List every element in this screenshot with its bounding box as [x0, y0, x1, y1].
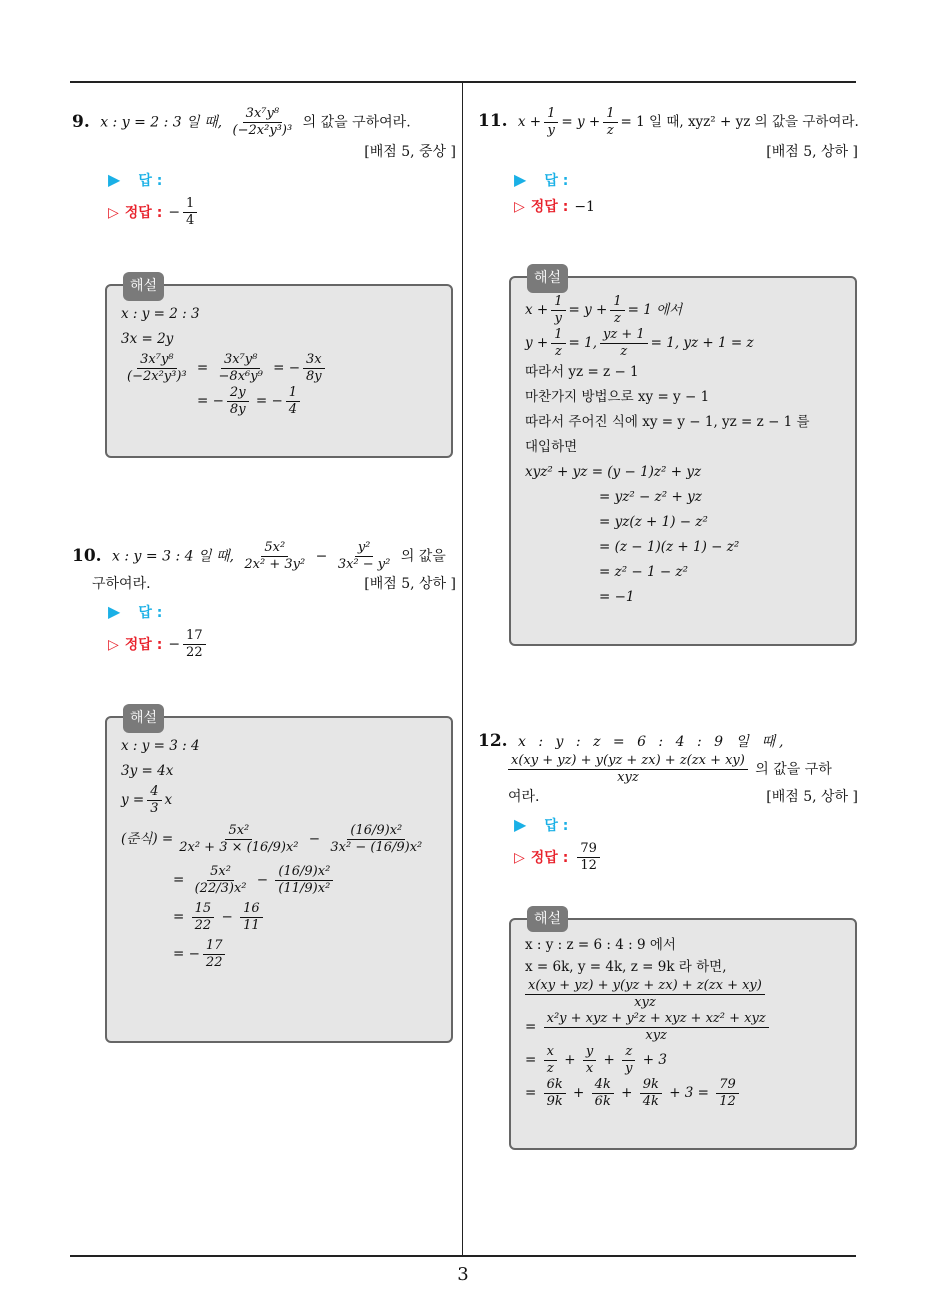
explanation-box-9 [105, 278, 453, 458]
question-11: 11. x + $\frac{1}{y}$ = y + $\frac{1}{z}$ = 1 일 때, xyz² + yz 의 값을 구하여라. [배점 5, 상하 ] ▶ 답 : ▷ 정답 : −1 [478, 106, 858, 218]
play-triangle-icon: ▶ [514, 170, 527, 189]
expl-line: xyz² + yz = (y − 1)z² + yz [525, 464, 702, 480]
expl-line: = $\frac{x}{z}$ + $\frac{y}{x}$ + $\frac{z}{y}$ + 3 [525, 1044, 667, 1076]
expl-line: 마찬가지 방법으로 xy = y − 1 [525, 389, 710, 405]
score-label: [배점 5, 상하 ] [364, 576, 456, 592]
expl-line: x = 6k, y = 4k, z = 9k 라 하면, [525, 959, 727, 975]
question-number: 9. [72, 111, 90, 132]
play-triangle-icon: ▶ [514, 815, 527, 834]
expl-line: = (z − 1)(z + 1) − z² [599, 539, 740, 555]
expl-line: x : y : z = 6 : 4 : 9 에서 [525, 937, 676, 953]
correct-answer: ▷ 정답 : − $\frac{17}{22}$ [108, 628, 456, 661]
top-rule [70, 81, 856, 83]
expl-line: = $\frac{\text{5x²}}{\text{(22/3)x²}}$ − $\frac{\text{(16/9)x²}}{\text{(11/9)x²}}$ [121, 864, 437, 897]
answer-row: ▶ 답 : [514, 815, 569, 834]
hollow-triangle-icon: ▷ [514, 199, 525, 215]
question-text: 의 값을 구하여라. [302, 114, 411, 131]
expl-line: y + $\frac{1}{z}$ = 1, $\frac{yz + 1}{z}$ = 1, yz + 1 = z [525, 327, 754, 359]
expl-line: 따라서 yz = z − 1 [525, 364, 639, 380]
expl-line: x : y = 3 : 4 [121, 738, 200, 754]
score-label: [배점 5, 상하 ] [766, 144, 858, 160]
question-10: 10. x : y = 3 : 4 일 때, $\frac{\text{5x²}}{\text{2x² + 3y²}}$ − $\frac{\text{y²}}{\text{3x² − y²}}$ 의 값을 구하여라. [배점 5, 상하 ] ▶ 답 : ▷ 정답 : − $\frac{17}{22}$ [72, 540, 456, 660]
question-12: 12. x : y : z = 6 : 4 : 9 일 때, $\frac{x(xy + yz) + y(yz + zx) + z(zx + xy)}{\text{xyz}}$ 의 값을 구하 여라. [배점 5, 상하 ] ▶ 답 : ▷ 정답 : $\frac{79}{12}$ [478, 731, 858, 873]
explanation-box-11 [509, 270, 857, 646]
expl-line: = $\frac{\text{x²y + xyz + y²z + xyz + xz² + xyz}}{\text{xyz}}$ [525, 1011, 841, 1044]
explanation-tag: 해설 [527, 906, 568, 932]
expl-line: = yz(z + 1) − z² [599, 514, 708, 530]
expl-line: = − $\frac{17}{22}$ [121, 938, 437, 971]
expl-line: 따라서 주어진 식에 xy = y − 1, yz = z − 1 를 [525, 414, 810, 430]
explanation-box-12 [509, 911, 857, 1150]
expl-line: = −1 [599, 589, 635, 605]
expl-line: (준식) = $\frac{\text{5x²}}{\text{2x² + 3 × (16/9)x²}}$ − $\frac{\text{(16/9)x²}}{\text{3x² − (16/9)x²}}$ [121, 823, 423, 855]
expl-line: 대입하면 [525, 439, 578, 455]
expl-line: = yz² − z² + yz [599, 489, 702, 505]
expl-line: = z² − 1 − z² [599, 564, 689, 580]
expl-line: y = $\frac{4}{3}$ x [121, 784, 173, 816]
page-number: 3 [457, 1264, 469, 1285]
answer-row: ▶ 답 : [108, 602, 163, 621]
question-text: x : y = 3 : 4 일 때, [112, 548, 234, 565]
hollow-triangle-icon: ▷ [108, 204, 119, 221]
question-number: 12. [478, 731, 508, 751]
question-fraction: $\frac{\text{5x²}}{\text{2x² + 3y²}}$ [244, 540, 306, 572]
score-label: [배점 5, 중상 ] [364, 144, 456, 160]
question-fraction: $\frac{\text{3x⁷y⁸}}{\text{(−2x²y³)³}}$ [232, 106, 293, 138]
play-triangle-icon: ▶ [108, 602, 121, 621]
correct-answer: ▷ 정답 : −1 [514, 196, 858, 218]
column-divider [462, 82, 463, 1257]
question-text: 의 값을 [400, 548, 446, 565]
hollow-triangle-icon: ▷ [514, 849, 525, 866]
explanation-box-10 [105, 710, 453, 1043]
explanation-tag: 해설 [527, 264, 568, 293]
expl-line: x + $\frac{1}{y}$ = y + $\frac{1}{z}$ = 1 에서 [525, 294, 683, 326]
question-text: 구하여라. [92, 576, 151, 592]
explanation-tag: 해설 [123, 704, 164, 733]
expl-line: $\frac{x(xy + yz) + y(yz + zx) + z(zx + xy)}{\text{xyz}}$ [525, 978, 841, 1011]
question-number: 11. [478, 111, 508, 131]
question-text: = 1 일 때, xyz² + yz 의 값을 구하여라. [620, 114, 859, 130]
question-text: 여라. [508, 789, 540, 805]
correct-answer: ▷ 정답 : $\frac{79}{12}$ [514, 841, 858, 874]
question-text: x : y : z = 6 : 4 : 9 일 때, [518, 734, 788, 750]
explanation-tag: 해설 [123, 272, 164, 301]
expl-line: = $\frac{15}{22}$ − $\frac{16}{11}$ [121, 901, 437, 934]
question-number: 10. [72, 545, 102, 566]
question-text: 의 값을 구하 [755, 761, 832, 778]
correct-answer: ▷ 정답 : − $\frac{1}{4}$ [108, 196, 456, 229]
hollow-triangle-icon: ▷ [108, 636, 119, 653]
expl-line: 3x = 2y [121, 331, 174, 347]
answer-row: ▶ 답 : [108, 170, 163, 189]
score-label: [배점 5, 상하 ] [766, 789, 858, 805]
bottom-rule [70, 1255, 856, 1257]
expl-line: $\frac{\text{3x⁷y⁸}}{\text{(−2x²y³)³}}$ = $\frac{\text{3x⁷y⁸}}{\text{−8x⁶y⁹}}$ = − $\frac{3x}{8y}$ [121, 352, 437, 385]
question-text: x : y = 2 : 3 일 때, [100, 114, 223, 131]
expl-line: x : y = 2 : 3 [121, 306, 200, 322]
play-triangle-icon: ▶ [108, 170, 121, 189]
question-fraction: $\frac{\text{y²}}{\text{3x² − y²}}$ [337, 540, 391, 572]
question-9 [72, 106, 456, 229]
expl-line: = − $\frac{2y}{8y}$ = − $\frac{1}{4}$ [121, 385, 437, 418]
answer-row: ▶ 답 : [514, 170, 569, 189]
expl-line: 3y = 4x [121, 763, 174, 779]
expl-line: = $\frac{6k}{9k}$ + $\frac{4k}{6k}$ + $\frac{9k}{4k}$ + 3 = $\frac{79}{12}$ [525, 1077, 841, 1110]
